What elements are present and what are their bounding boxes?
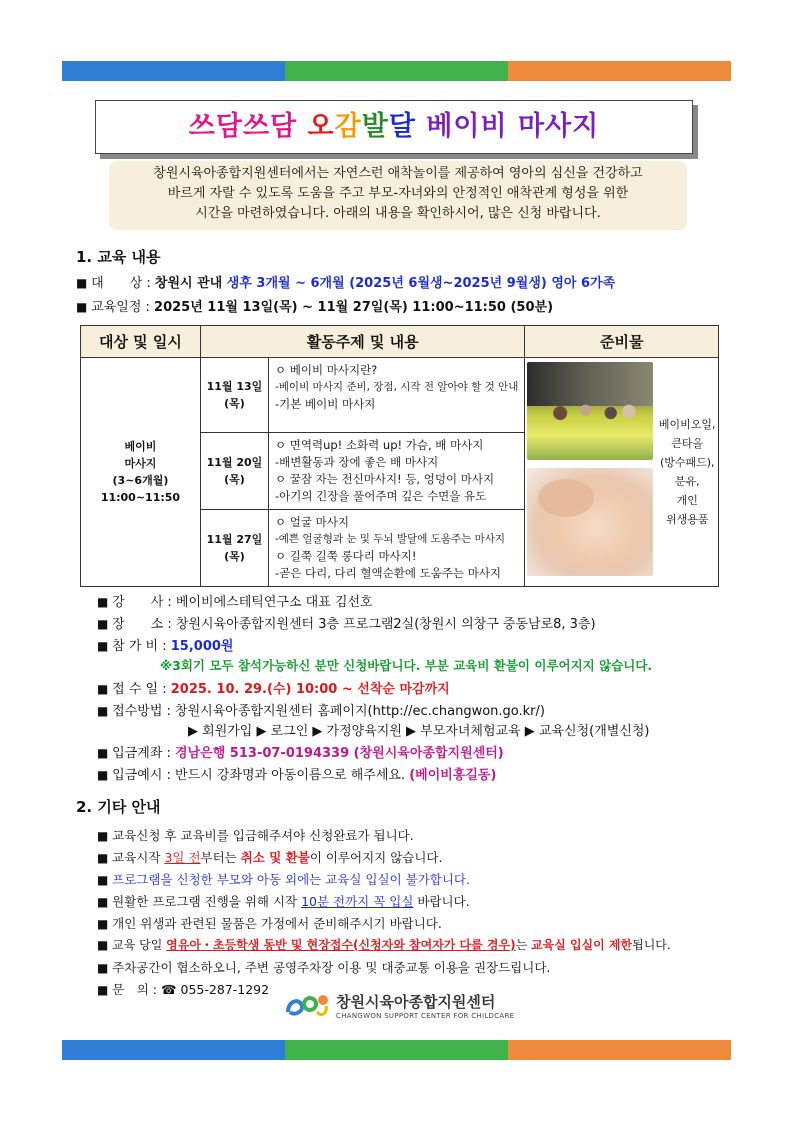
intro-line: 바르게 자랄 수 있도록 도움을 주고 부모-자녀와의 안정적인 애착관계 형성을 위한 xyxy=(167,186,629,201)
center-logo-icon xyxy=(284,990,330,1020)
prep-cell: 베이비오일, 큰타올 (방수패드), 분유, 개인 위생용품 xyxy=(525,358,719,587)
intro-line: 창원시육아종합지원센터에서는 자연스런 애착놀이를 제공하여 영아의 심신을 건강하고 xyxy=(153,166,643,181)
baby-massage-photo xyxy=(527,468,653,576)
account-line: ■ 입금계좌 : 경남은행 513-07-0194339 (창원시육아종합지원센터) xyxy=(97,746,504,761)
target-line: ■ 대 상 : 창원시 관내 생후 3개월 ~ 6개월 (2025년 6월생~2025년 9월생) 영아 6가족 xyxy=(76,276,616,291)
logo-korean: 창원시육아종합지원센터 xyxy=(336,992,496,1011)
intro-line: 시간을 마련하였습니다. 아래의 내용을 확인하시어, 많은 신청 바랍니다. xyxy=(195,206,601,221)
fee-note: ※3회기 모두 참석가능하신 분만 신청바랍니다. 부분 교육비 환불이 이루어지지 않습니다. xyxy=(160,658,653,673)
date-cell: 11월 27일 (목) xyxy=(200,510,268,587)
page-title: 쓰담쓰담 오감발달 베이비 마사지 xyxy=(95,100,693,154)
header-activity: 활동주제 및 내용 xyxy=(200,326,525,358)
header-prep-visible: 준비물 xyxy=(525,326,719,358)
top-color-bar xyxy=(62,61,731,81)
notice-item: ■ 원활한 프로그램 진행을 위해 시작 10분 전까지 꼭 입실 바랍니다. xyxy=(97,894,470,909)
instructor-line: ■ 강 사 : 베이비에스테틱연구소 대표 김선호 xyxy=(97,595,373,610)
massage-class-photo xyxy=(527,362,653,460)
reg-path: ▶ 회원가입 ▶ 로그인 ▶ 가정양육지원 ▶ 부모자녀체험교육 ▶ 교육신청(개별신청) xyxy=(188,724,650,739)
date-cell: 11월 13일 (목) xyxy=(200,358,268,433)
logo-english: CHANGWON SUPPORT CENTER FOR CHILDCARE xyxy=(336,1011,515,1020)
fee-line: ■ 참 가 비 : 15,000원 xyxy=(97,639,234,654)
notice-item: ■ 프로그램을 신청한 부모와 아동 외에는 교육실 입실이 불가합니다. xyxy=(97,872,470,887)
deposit-line: ■ 입금예시 : 반드시 강좌명과 아동이름으로 해주세요. (베이비홍길동) xyxy=(97,768,497,783)
notice-item: ■ 교육 당일 영유아・초등학생 동반 및 현장접수(신청자와 참여자가 다를 경우)는 교육실 입실이 제한됩니다. xyxy=(97,938,671,952)
notice-item: ■ 교육시작 3일 전부터는 취소 및 환불이 이루어지지 않습니다. xyxy=(97,850,443,865)
reg-method-line: ■ 접수방법 : 창원시육아종합지원센터 홈페이지(http://ec.changwon.go.kr/) xyxy=(97,704,545,719)
activity-cell: ㅇ 베이비 마사지란? -베이비 마사지 준비, 장점, 시작 전 알아야 할 것 안내 -기본 베이비 마사지 xyxy=(269,358,525,433)
bottom-color-bar xyxy=(62,1040,731,1060)
notice-item: ■ 개인 위생과 관련된 물품은 가정에서 준비해주시기 바랍니다. xyxy=(97,916,442,931)
contact-line: ■ 문 의 : ☎ 055-287-1292 xyxy=(97,982,270,997)
target-cell: 베이비 마사지 (3~6개월) 11:00~11:50 xyxy=(81,358,201,587)
intro-box xyxy=(109,161,687,230)
schedule-line: ■ 교육일정 : 2025년 11월 13일(목) ~ 11월 27일(목) 11:00~11:50 (50분) xyxy=(76,300,554,315)
notice-item: ■ 주차공간이 협소하오니, 주변 공영주차장 이용 및 대중교통 이용을 권장드립니다. xyxy=(97,960,551,975)
center-logo xyxy=(284,990,514,1020)
place-line: ■ 장 소 : 창원시육아종합지원센터 3층 프로그램2실(창원시 의창구 중동남로8, 3층) xyxy=(97,617,596,632)
header-target: 대상 및 일시 xyxy=(81,326,201,358)
notice-item: ■ 교육신청 후 교육비를 입금해주셔야 신청완료가 됩니다. xyxy=(97,828,414,843)
activity-cell: ㅇ 얼굴 마사지 -예쁜 얼굴형과 눈 및 두뇌 발달에 도움주는 마사지 ㅇ 길쭉 길쭉 롱다리 마사지! -곧은 다리, 다리 혈액순환에 도움주는 마사지 xyxy=(269,510,525,587)
date-cell: 11월 20일 (목) xyxy=(200,433,268,510)
section1-heading: 1. 교육 내용 xyxy=(76,248,161,266)
activity-cell: ㅇ 면역력up! 소화력 up! 가슴, 배 마사지 -배변활동과 장에 좋은 배 마사지 ㅇ 꿀잠 자는 전신마사지! 등, 엉덩이 마사지 -아기의 긴장을 풀어주며 깊은 수면을 유도 xyxy=(269,433,525,510)
reg-date-line: ■ 접 수 일 : 2025. 10. 29.(수) 10:00 ~ 선착순 마감까지 xyxy=(97,682,450,697)
schedule-table xyxy=(80,325,719,587)
section2-heading: 2. 기타 안내 xyxy=(76,798,161,816)
